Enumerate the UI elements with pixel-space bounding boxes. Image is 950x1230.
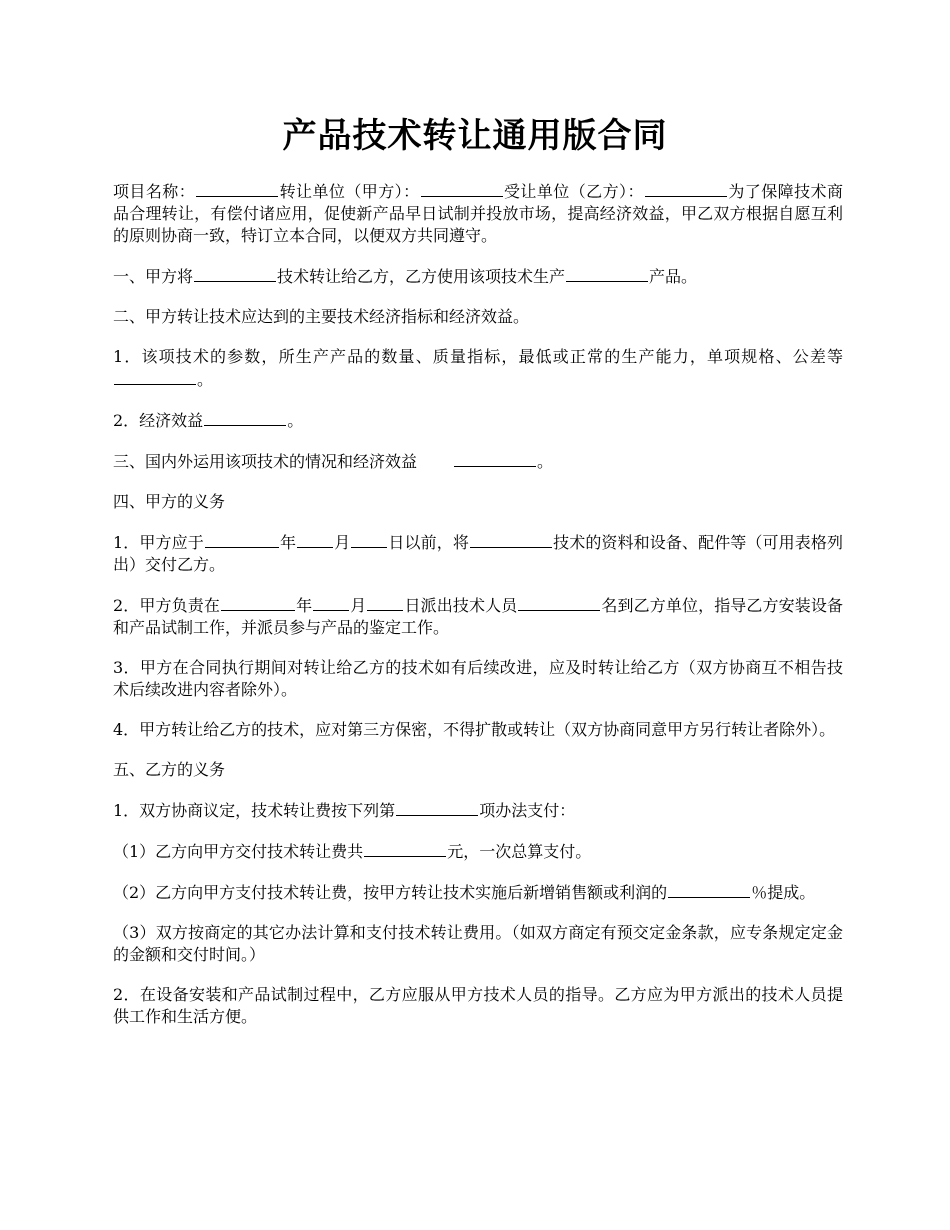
clause-3-end: 。 — [537, 452, 554, 471]
clause-2-1-text: 1．该项技术的参数，所生产产品的数量、质量指标，最低或正常的生产能力，单项规格、公差等 — [113, 347, 843, 366]
fee-amount-blank[interactable] — [364, 840, 446, 857]
clause-2-1-end: 。 — [197, 370, 214, 389]
clause-4-2 — [113, 594, 843, 639]
clause-4-1-text-d: 日以前，将 — [388, 533, 469, 552]
intro-text: 为了保障技术商品合理转让，有偿付诸应用，促使新产品早日试制并投放市场，提高经济效益，甲乙双方根据自愿互利的原则协商一致，特订立本合同，以便双方共同遵守。 — [113, 182, 843, 245]
clause-3 — [113, 450, 843, 473]
clause-4-1-text-e: 技术的资料和设备、配件等（可用表格列出）交付乙方。 — [113, 533, 843, 574]
technology-blank[interactable] — [194, 265, 276, 282]
year-label: 年 — [295, 596, 313, 615]
clause-5-1 — [113, 799, 843, 822]
transferee-label: 受让单位（乙方）： — [503, 182, 644, 201]
day-blank[interactable] — [367, 594, 403, 611]
clause-5-1-1 — [113, 840, 843, 863]
intro-paragraph — [113, 180, 843, 247]
year-label: 年 — [279, 533, 297, 552]
clause-4-2-text-e: 名到乙方单位，指导乙方安装设备和产品试制工作，并派员参与产品的鉴定工作。 — [113, 596, 843, 637]
clause-5-1-1-text-a: （1）乙方向甲方交付技术转让费共 — [113, 842, 364, 861]
clause-2-2-text: 2．经济效益 — [113, 411, 204, 430]
clause-4-2-text-d: 日派出技术人员 — [404, 596, 518, 615]
year-blank[interactable] — [205, 531, 279, 548]
month-label: 月 — [334, 533, 351, 552]
product-blank[interactable] — [566, 265, 648, 282]
staff-count-blank[interactable] — [518, 594, 600, 611]
project-name-blank[interactable] — [196, 180, 278, 197]
tolerance-blank[interactable] — [114, 368, 196, 385]
clause-2-2-end: 。 — [287, 411, 304, 430]
payment-method-blank[interactable] — [396, 799, 478, 816]
clause-2-1 — [113, 346, 843, 391]
month-label: 月 — [350, 596, 367, 615]
clause-5-1-2-text-b: ％提成。 — [751, 883, 816, 902]
clause-4-3: 3．甲方在合同执行期间对转让给乙方的技术如有后续改进，应及时转让给乙方（双方协商互不相告技术后续改进内容者除外）。 — [113, 658, 843, 699]
clause-1 — [113, 265, 843, 288]
year-blank[interactable] — [221, 594, 295, 611]
domestic-foreign-blank[interactable] — [454, 450, 536, 467]
clause-5-1-text-a: 1．双方协商议定，技术转让费按下列第 — [113, 801, 396, 820]
clause-5-1-3: （3）双方按商定的其它办法计算和支付技术转让费用。（如双方商定有预交定金条款，应专条规定定金的金额和交付时间。） — [113, 923, 843, 964]
percentage-blank[interactable] — [668, 881, 750, 898]
tech-materials-blank[interactable] — [470, 531, 552, 548]
clause-4-2-text-a: 2．甲方负责在 — [113, 596, 220, 615]
clause-5-1-2 — [113, 881, 843, 904]
transferor-blank[interactable] — [421, 180, 503, 197]
clause-5-1-2-text-a: （2）乙方向甲方支付技术转让费，按甲方转让技术实施后新增销售额或利润的 — [113, 883, 668, 902]
month-blank[interactable] — [313, 594, 349, 611]
clause-1-text-b: 技术转让给乙方，乙方使用该项技术生产 — [277, 267, 566, 286]
clause-3-text: 三、国内外运用该项技术的情况和经济效益 — [113, 452, 418, 471]
clause-4-1-text-a: 1．甲方应于 — [113, 533, 204, 552]
clause-1-text-c: 产品。 — [649, 267, 698, 286]
clause-4: 四、甲方的义务 — [113, 492, 226, 511]
clause-2-2 — [113, 409, 843, 432]
project-name-label: 项目名称： — [113, 182, 196, 201]
clause-5-1-1-text-b: 元，一次总算支付。 — [447, 842, 592, 861]
transferor-label: 转让单位（甲方）： — [279, 182, 420, 201]
month-blank[interactable] — [297, 531, 333, 548]
clause-1-text-a: 一、甲方将 — [113, 267, 194, 286]
clause-5-2: 2．在设备安装和产品试制过程中，乙方应服从甲方技术人员的指导。乙方应为甲方派出的技术人员提供工作和生活方便。 — [113, 985, 843, 1026]
clause-5: 五、乙方的义务 — [113, 760, 226, 779]
day-blank[interactable] — [351, 531, 387, 548]
document-title: 产品技术转让通用版合同 — [282, 116, 668, 156]
transferee-blank[interactable] — [645, 180, 727, 197]
document-body — [113, 180, 843, 1046]
clause-4-1 — [113, 531, 843, 576]
clause-5-1-text-b: 项办法支付： — [479, 801, 576, 820]
clause-2: 二、甲方转让技术应达到的主要技术经济指标和经济效益。 — [113, 307, 530, 326]
economic-benefit-blank[interactable] — [204, 409, 286, 426]
clause-4-4: 4．甲方转让给乙方的技术，应对第三方保密，不得扩散或转让（双方协商同意甲方另行转让者除外）。 — [113, 720, 836, 739]
